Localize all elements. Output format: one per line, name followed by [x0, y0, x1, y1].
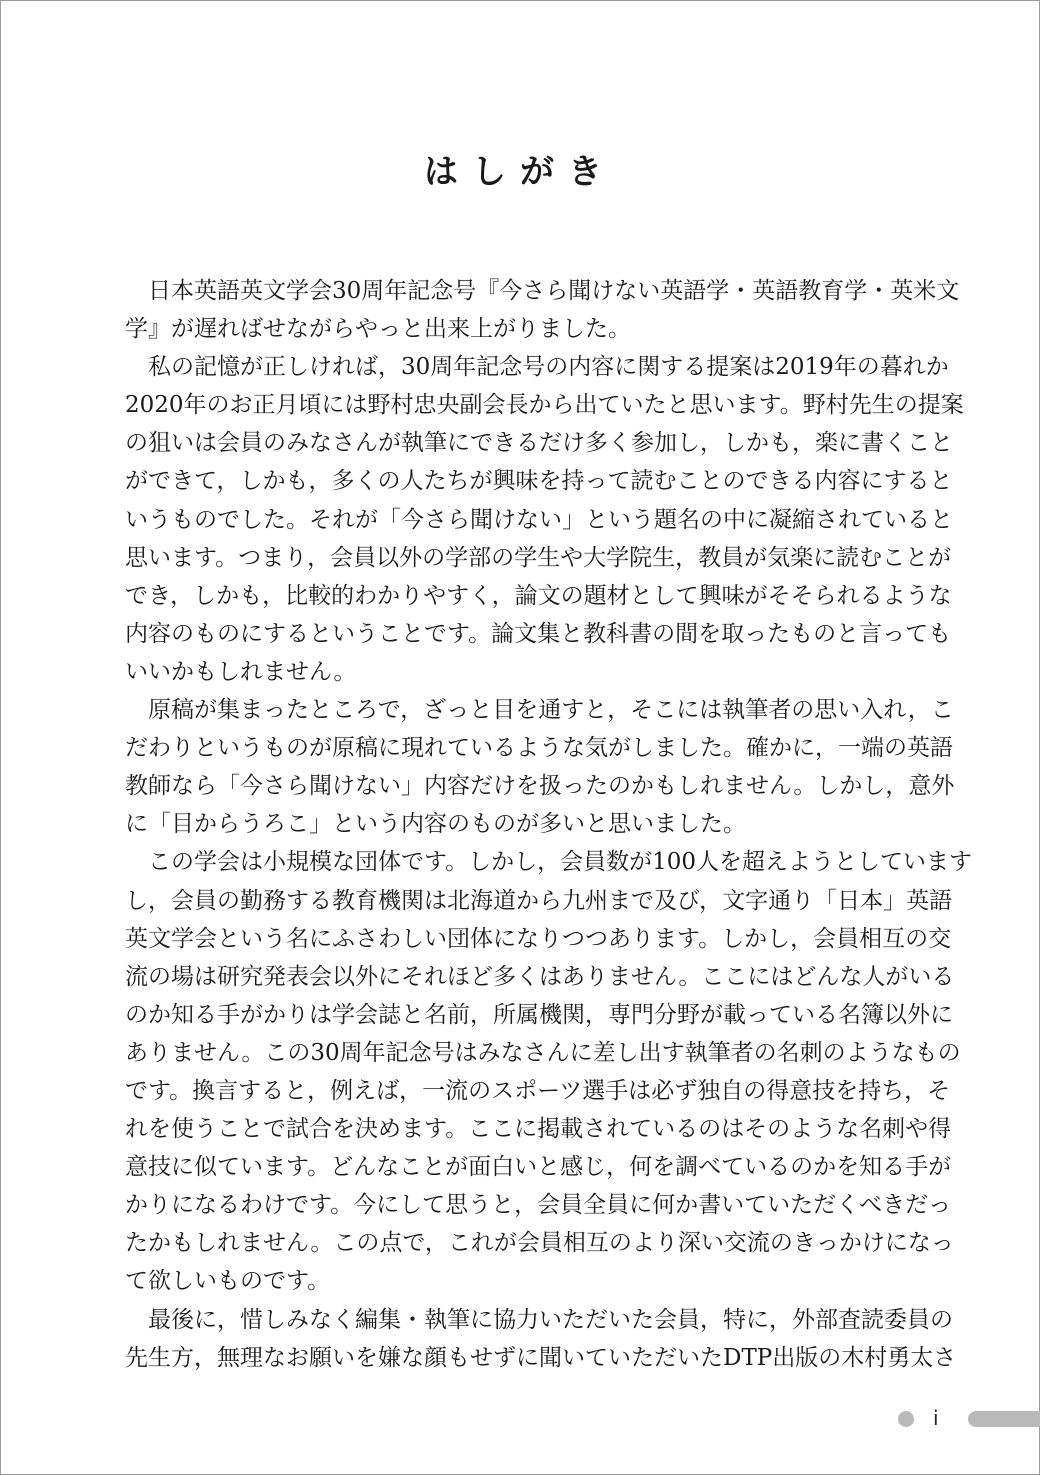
- paragraph: [125, 691, 955, 843]
- footer-bar-ornament: [968, 1411, 1040, 1427]
- text-line: れを使うことで試合を決めます。ここに掲載されているのはそのような名刺や得: [125, 1116, 952, 1143]
- text-line: この学会は小規模な団体です。しかし，会員数が100人を超えようとしています: [148, 849, 973, 876]
- text-line: 原稿が集まったところで，ざっと目を通すと，そこには執筆者の思い入れ，こ: [148, 697, 954, 724]
- text-line: ができて，しかも，多くの人たちが興味を持って読むことのできる内容にすると: [125, 468, 953, 495]
- text-line: の狙いは会員のみなさんが執筆にできるだけ多く参加し，しかも，楽に書くこと: [125, 430, 953, 457]
- text-line: いうものでした。それが「今さら聞けない」という題名の中に凝縮されていると: [125, 506, 953, 533]
- text-line: に「目からうろこ」という内容のものが多いと思いました。: [125, 811, 746, 838]
- text-line: て欲しいものです。: [125, 1268, 331, 1295]
- text-line: 内容のものにするということです。論文集と教科書の間を取ったものと言っても: [125, 620, 952, 647]
- text-line: 意技に似ています。どんなことが面白いと感じ，何を調べているのかを知る手が: [125, 1154, 952, 1181]
- text-line: でき，しかも，比較的わかりやすく，論文の題材として興味がそそられるような: [125, 582, 952, 609]
- text-line: 日本英語英文学会30周年記念号『今さら聞けない英語学・英語教育学・英米文: [148, 278, 960, 304]
- text-line: 英文学会という名にふさわしい団体になりつつあります。しかし，会員相互の交: [125, 925, 952, 952]
- text-line: 私の記憶が正しければ，30周年記念号の内容に関する提案は2019年の暮れか: [148, 354, 949, 381]
- text-line: 2020年のお正月頃には野村忠央副会長から出ていたと思います。野村先生の提案: [125, 392, 964, 419]
- body-text: [125, 272, 973, 1377]
- footer-dot-ornament: [898, 1411, 914, 1427]
- paragraph: [125, 843, 973, 1300]
- text-line: 思います。つまり，会員以外の学部の学生や大学院生，教員が気楽に読むことが: [125, 544, 952, 571]
- text-line: 学』が遅ればせながらやっと出来上がりました。: [125, 316, 631, 343]
- text-line: のか知る手がかりは学会誌と名前，所属機関，専門分野が載っている名簿以外に: [125, 1001, 953, 1028]
- text-line: だわりというものが原稿に現れているような気がしました。確かに，一端の英語: [125, 735, 953, 762]
- paragraph: [125, 272, 960, 348]
- page-number: i: [933, 1406, 939, 1430]
- text-line: 最後に，惜しみなく編集・執筆に協力いただいた会員，特に，外部査読委員の: [148, 1306, 953, 1333]
- text-line: いいかもしれません。: [125, 658, 357, 685]
- text-line: 流の場は研究発表会以外にそれほど多くはありません。ここにはどんな人がいる: [125, 963, 955, 990]
- text-line: し，会員の勤務する教育機関は北海道から九州まで及び，文字通り「日本」英語: [125, 887, 953, 914]
- text-line: 先生方，無理なお願いを嫌な顔もせずに聞いていただいたDTP出版の木村勇太さ: [125, 1344, 957, 1371]
- text-line: 教師なら「今さら聞けない」内容だけを扱ったのかもしれません。しかし，意外: [125, 773, 955, 800]
- text-line: かりになるわけです。今にして思うと，会員全員に何か書いていただくべきだっ: [125, 1192, 952, 1219]
- text-line: ありません。この30周年記念号はみなさんに差し出す執筆者の名刺のようなもの: [125, 1039, 961, 1066]
- page-title: はしがき: [424, 152, 616, 192]
- text-line: たかもしれません。この点で，これが会員相互のより深い交流のきっかけになっ: [125, 1230, 954, 1257]
- text-line: です。換言すると，例えば，一流のスポーツ選手は必ず独自の得意技を持ち，そ: [125, 1077, 951, 1104]
- paragraph: [125, 348, 964, 691]
- paragraph: [125, 1301, 957, 1377]
